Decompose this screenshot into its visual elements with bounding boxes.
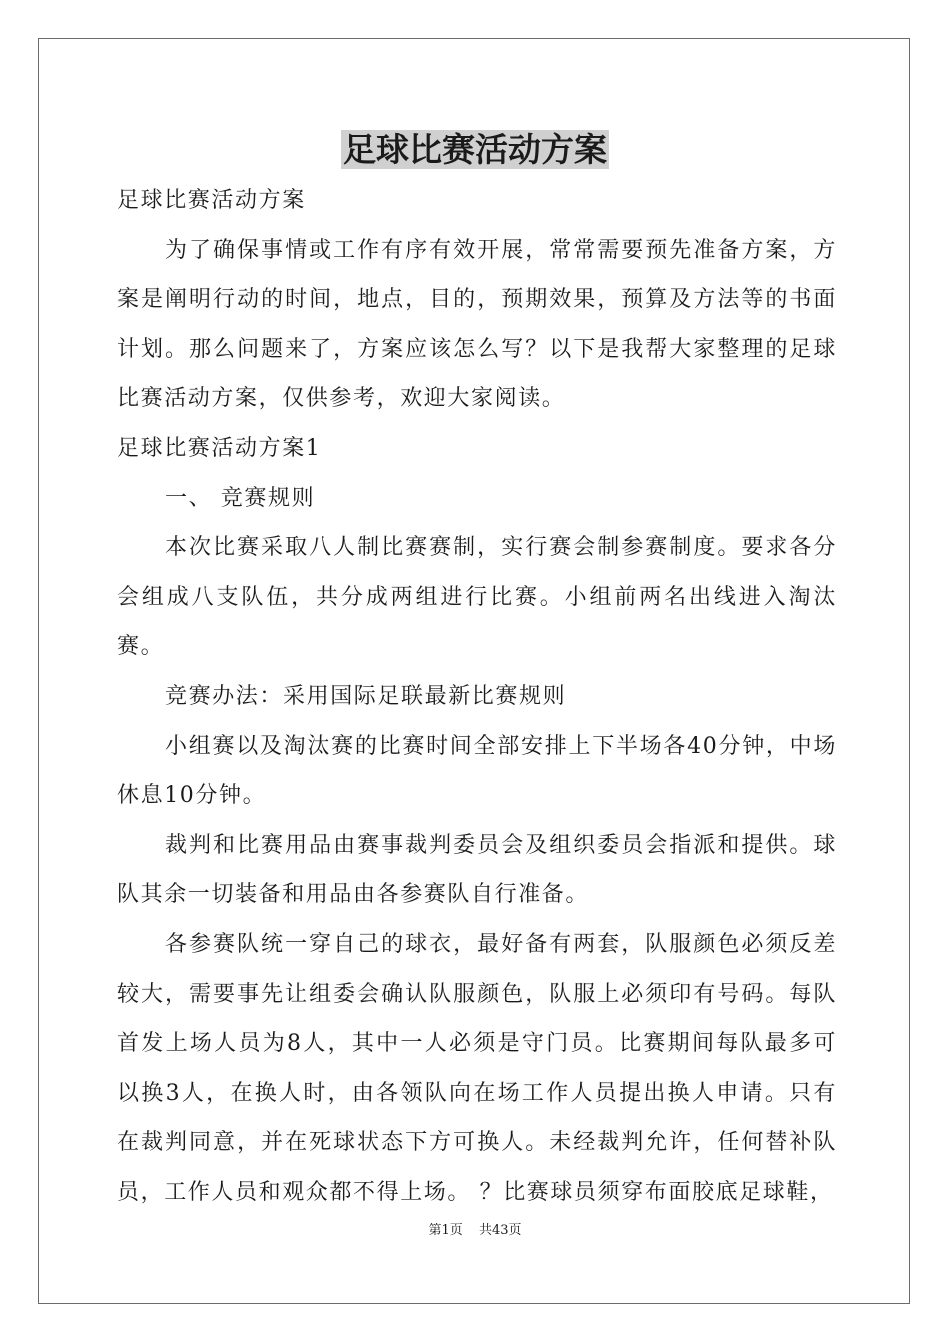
paragraph: 为了确保事情或工作有序有效开展，常常需要预先准备方案，方案是阐明行动的时间，地点，目的，预期效果，预算及方法等的书面计划。那么问题来了，方案应该怎么写？以下是我帮大家整理的足球比赛活动方案，仅供参考，欢迎大家阅读。 [117, 237, 837, 412]
page-number: 第1页 [428, 1223, 463, 1238]
paragraph: 小组赛以及淘汰赛的比赛时间全部安排上下半场各40分钟，中场休息10分钟。 [117, 733, 837, 809]
paragraph: 足球比赛活动方案1 [117, 435, 322, 461]
paragraph: 足球比赛活动方案 [117, 188, 306, 213]
paragraph: 裁判和比赛用品由赛事裁判委员会及组织委员会指派和提供。球队其余一切装备和用品由各参赛队自行准备。 [117, 832, 837, 908]
document-title [0, 128, 950, 172]
document-body [117, 176, 837, 1217]
paragraph: 本次比赛采取八人制比赛赛制，实行赛会制参赛制度。要求各分会组成八支队伍，共分成两组进行比赛。小组前两名出线进入淘汰赛。 [117, 535, 837, 660]
document-title-text: 足球比赛活动方案 [343, 130, 607, 169]
paragraph: 一、 竞赛规则 [165, 485, 316, 511]
page-total: 共43页 [478, 1223, 522, 1238]
page-footer [0, 1219, 950, 1238]
paragraph: 竞赛办法：采用国际足联最新比赛规则 [165, 683, 567, 709]
paragraph: 各参赛队统一穿自己的球衣，最好备有两套，队服颜色必须反差较大，需要事先让组委会确认队服颜色，队服上必须印有号码。每队首发上场人员为8人，其中一人必须是守门员。比赛期间每队最多可以换3人，在换人时，由各领队向在场工作人员提出换人申请。只有在裁判同意，并在死球状态下方可换人。未经裁判允许，任何替补队员，工作人员和观众都不得上场。 ？比赛球员须穿布面胶底足球鞋， [117, 931, 837, 1205]
